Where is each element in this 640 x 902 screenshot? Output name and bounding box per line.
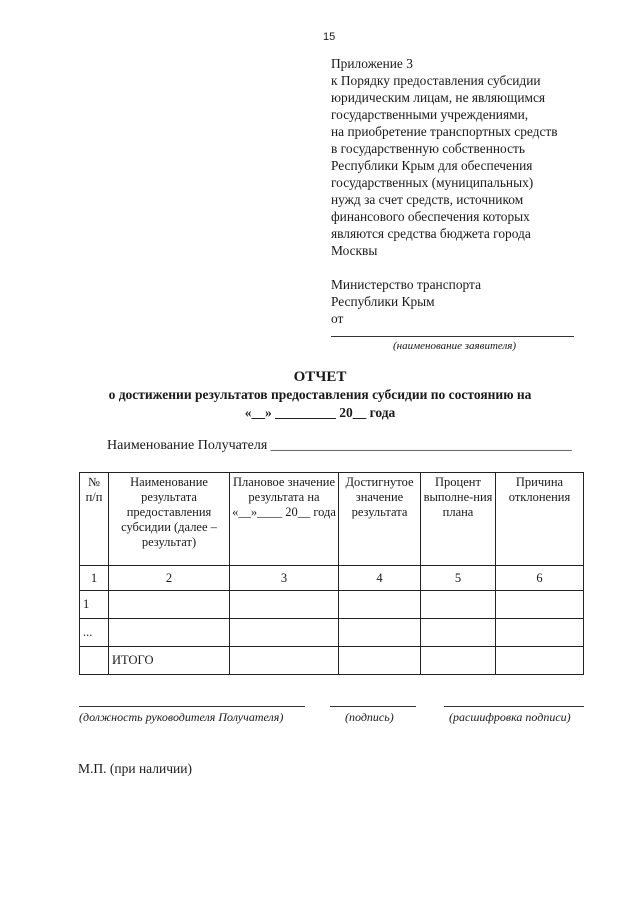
table-cell (421, 647, 496, 675)
table-cell (339, 591, 421, 619)
column-header: Плановое значение результата на «__»____ 20__ года (230, 473, 339, 566)
appendix-line: в государственную собственность (331, 141, 525, 156)
addressee-line: Министерство транспорта (331, 277, 482, 292)
table-row (80, 591, 584, 619)
appendix-line: Республики Крым для обеспечения (331, 158, 533, 173)
column-number: 4 (339, 566, 421, 591)
signature-caption: (подпись) (345, 710, 394, 724)
applicant-caption: (наименование заявителя) (393, 340, 517, 352)
appendix-line: юридическим лицам, не являющимся (331, 90, 546, 105)
decoding-signature-line (444, 706, 584, 707)
table-cell: 1 (80, 591, 109, 619)
table-cell (230, 647, 339, 675)
column-number: 1 (80, 566, 109, 591)
recipient-name-field: Наименование Получателя ___________________________________________ (107, 438, 572, 453)
report-title: ОТЧЕТ (293, 369, 347, 385)
applicant-name-line (331, 336, 574, 337)
column-number: 5 (421, 566, 496, 591)
appendix-line: Москвы (331, 243, 378, 258)
results-table (79, 472, 584, 675)
table-cell (421, 619, 496, 647)
table-cell (496, 647, 584, 675)
appendix-line: государственных (муниципальных) (331, 175, 534, 190)
total-label: ИТОГО (109, 647, 230, 675)
column-header: Достигнутое значение результата (339, 473, 421, 566)
column-number: 6 (496, 566, 584, 591)
appendix-line: к Порядку предоставления субсидии (331, 73, 541, 88)
appendix-line: государственными учреждениями, (331, 107, 529, 122)
report-date-line: «__» _________ 20__ года (244, 405, 396, 420)
column-header: Процент выполне-ния плана (421, 473, 496, 566)
appendix-line: являются средства бюджета города (331, 226, 531, 241)
signature-line (330, 706, 416, 707)
column-header: Причина отклонения (496, 473, 584, 566)
table-cell (109, 619, 230, 647)
table-cell (496, 591, 584, 619)
position-caption: (должность руководителя Получателя) (79, 710, 284, 724)
position-signature-line (79, 706, 305, 707)
table-cell (496, 619, 584, 647)
column-header: № п/п (80, 473, 109, 566)
appendix-line: финансового обеспечения которых (331, 209, 530, 224)
table-cell (80, 647, 109, 675)
report-subtitle: о достижении результатов предоставления субсидии по состоянию на (108, 387, 532, 402)
table-cell: ... (80, 619, 109, 647)
table-cell (230, 591, 339, 619)
appendix-line: нужд за счет средств, источником (331, 192, 524, 207)
table-row (80, 619, 584, 647)
table-cell (421, 591, 496, 619)
column-number-row (80, 566, 584, 591)
appendix-header (331, 55, 558, 327)
appendix-line: Приложение 3 (331, 56, 413, 71)
total-row (80, 647, 584, 675)
page-number: 15 (323, 31, 336, 43)
appendix-line: на приобретение транспортных средств (331, 124, 558, 139)
addressee-line: от (331, 311, 344, 326)
table-cell (339, 647, 421, 675)
stamp-placeholder: М.П. (при наличии) (78, 761, 192, 776)
decoding-caption: (расшифровка подписи) (449, 710, 571, 724)
table-header-row (80, 473, 584, 566)
table-cell (230, 619, 339, 647)
table-cell (339, 619, 421, 647)
addressee-line: Республики Крым (331, 294, 435, 309)
table-cell (109, 591, 230, 619)
column-number: 3 (230, 566, 339, 591)
column-number: 2 (109, 566, 230, 591)
column-header: Наименование результата предоставления субсидии (далее – результат) (109, 473, 230, 566)
